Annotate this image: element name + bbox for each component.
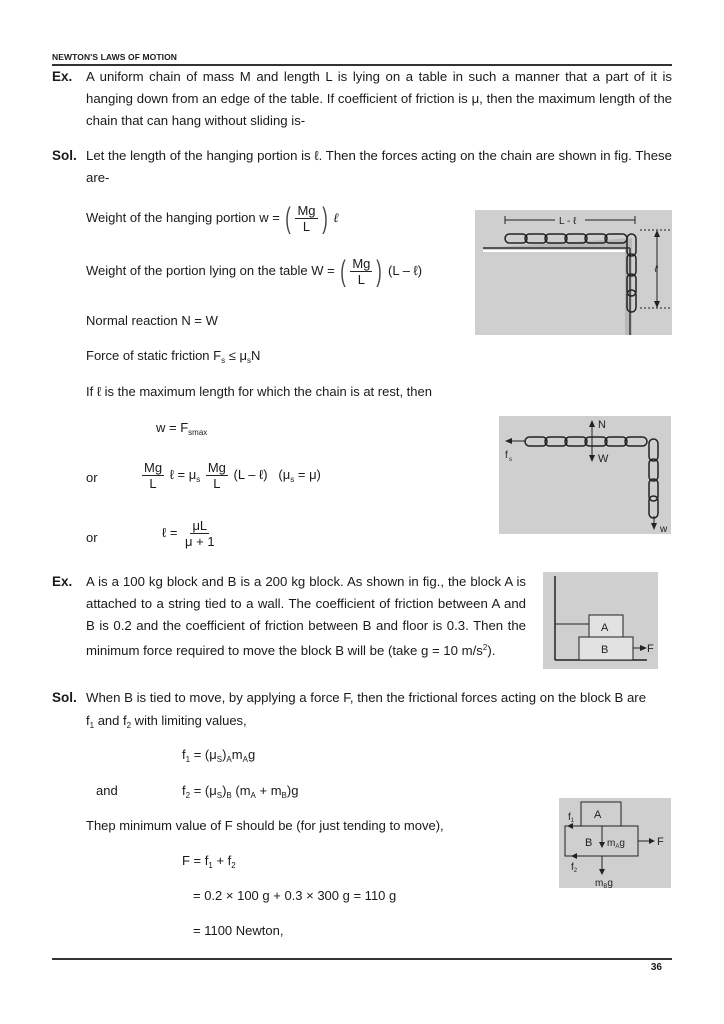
text: f bbox=[86, 713, 90, 728]
text: ℓ = bbox=[162, 524, 178, 540]
equation-balance bbox=[140, 460, 321, 491]
calculation-line-1: = 0.2 × 100 g + 0.3 × 300 g = 110 g bbox=[193, 888, 397, 903]
text: = μ) bbox=[294, 466, 321, 482]
svg-text:B: B bbox=[601, 644, 609, 656]
text: w = F bbox=[156, 420, 189, 435]
or-label-1: or bbox=[86, 470, 98, 485]
svg-text:W: W bbox=[598, 453, 609, 465]
solution-label: Sol. bbox=[52, 148, 77, 163]
text: with limiting values, bbox=[131, 713, 247, 728]
fraction-denominator: L bbox=[357, 272, 365, 287]
example-label: Ex. bbox=[52, 69, 73, 84]
equation-F-sum: $F = f_1 + f_2$ bbox=[182, 853, 236, 870]
figure-blocks-wall bbox=[543, 572, 658, 669]
example-text: A uniform chain of mass M and length L is lying on a table in such a manner that a part of it is hanging down from an edge of the table. If coefficient of friction is μ, then the maximum length of the chain that can hang without sliding is- bbox=[86, 69, 672, 128]
svg-text:f1: $f_1$ bbox=[568, 812, 575, 824]
subscript: smax bbox=[188, 428, 208, 437]
equation-w-fsmax bbox=[156, 420, 207, 437]
superscript: 2 bbox=[482, 643, 488, 652]
svg-text:mAg: $m_Ag$ bbox=[607, 838, 625, 850]
equation-weight-table bbox=[86, 256, 422, 287]
blocks-wall-diagram bbox=[543, 572, 658, 669]
svg-text:F: F bbox=[647, 643, 654, 655]
equation-result bbox=[162, 518, 219, 549]
equation-weight-hanging bbox=[86, 203, 339, 234]
fraction-group: ( $\frac{Mg}{L}$ ) bbox=[285, 201, 328, 235]
text: A is a 100 kg block and B is a 200 kg block. As shown in fig., the block A is attached to a string tied to a wall. The coefficient of friction between A and B is 0.2 and the coefficient of friction between B and floor is 0.3. Then the minimum force required to move the block B will be (take g = 10 m/s bbox=[86, 574, 526, 658]
example-label: Ex. bbox=[52, 574, 73, 589]
svg-text:w: w bbox=[660, 524, 668, 534]
solution-label: Sol. bbox=[52, 690, 77, 705]
svg-text:ℓ: ℓ bbox=[654, 264, 659, 275]
fraction-numerator: μL bbox=[192, 518, 208, 533]
subscript: s bbox=[196, 474, 201, 484]
figure-block-forces bbox=[559, 798, 671, 888]
subscript: 2 bbox=[126, 721, 132, 730]
chain-table-diagram bbox=[475, 210, 672, 335]
subscript: s bbox=[246, 356, 251, 365]
subscript: s bbox=[290, 474, 295, 484]
svg-text:mBg: $m_Bg$ bbox=[595, 878, 613, 888]
text: and f bbox=[94, 713, 127, 728]
min-force-text: Thep minimum value of F should be (for just tending to move), bbox=[86, 818, 444, 833]
subscript: 1 bbox=[89, 721, 95, 730]
svg-text:A: A bbox=[594, 809, 602, 821]
fraction-numerator: Mg bbox=[352, 256, 371, 271]
equation-f2: $f_2 = (\mu_S)_B$ $(m_A + m_B)g$ bbox=[182, 783, 299, 800]
equation-f1: $f_1 = (\mu_S)_Am_Ag$ bbox=[182, 747, 256, 764]
calculation-line-2: = 1100 Newton, bbox=[193, 923, 284, 938]
page-number: 36 bbox=[650, 962, 662, 973]
equation-label: Weight of the hanging portion w = bbox=[86, 209, 280, 225]
or-label-2: or bbox=[86, 530, 98, 545]
svg-text:f2: $f_2$ bbox=[571, 862, 578, 874]
chapter-header: NEWTON'S LAWS OF MOTION bbox=[52, 52, 178, 62]
svg-text:L - ℓ: L - ℓ bbox=[559, 216, 577, 227]
text: ℓ = μ bbox=[169, 466, 197, 482]
block-forces-diagram bbox=[559, 798, 671, 888]
ell-symbol: ℓ bbox=[333, 209, 339, 225]
max-length-line: If ℓ is the maximum length for which the chain is at rest, then bbox=[86, 384, 432, 399]
svg-text:N: N bbox=[598, 419, 606, 431]
fraction-numerator: Mg bbox=[207, 460, 226, 475]
fraction-group: ( $\frac{Mg}{L}$ ) bbox=[340, 254, 383, 288]
fraction-numerator: Mg bbox=[297, 203, 316, 218]
solution-text: When B is tied to move, by applying a force F, then the frictional forces acting on the block B are bbox=[86, 690, 647, 705]
fraction-denominator: L bbox=[213, 476, 221, 491]
fraction-numerator: Mg bbox=[144, 460, 163, 475]
l-minus-ell: (L – ℓ) bbox=[388, 262, 423, 278]
footer-rule bbox=[52, 958, 672, 960]
text: ≤ μ bbox=[225, 348, 247, 363]
text: ). bbox=[487, 643, 496, 658]
text: N bbox=[250, 348, 261, 363]
chain-forces-diagram bbox=[499, 416, 671, 534]
and-label: and bbox=[96, 783, 118, 798]
example-text bbox=[86, 571, 526, 662]
equation-label: Weight of the portion lying on the table W = bbox=[86, 262, 335, 278]
svg-text:F: F bbox=[657, 836, 664, 848]
svg-text:A: A bbox=[601, 622, 609, 634]
text: Force of static friction F bbox=[86, 348, 222, 363]
figure-chain-on-table bbox=[475, 210, 672, 335]
solution-text-line2 bbox=[86, 713, 247, 730]
svg-text:s: s bbox=[509, 457, 512, 463]
text: (μ bbox=[278, 466, 291, 482]
text: (L – ℓ) bbox=[233, 466, 268, 482]
fraction-denominator: L bbox=[302, 219, 311, 234]
fraction-denominator: L bbox=[149, 476, 157, 491]
fraction-denominator: μ + 1 bbox=[185, 534, 215, 549]
figure-chain-forces bbox=[499, 416, 671, 534]
static-friction-line bbox=[86, 348, 260, 365]
subscript: s bbox=[221, 356, 226, 365]
svg-text:f: f bbox=[505, 450, 508, 461]
normal-reaction-line: Normal reaction N = W bbox=[86, 313, 218, 328]
solution-intro: Let the length of the hanging portion is ℓ. Then the forces acting on the chain are shown in fig. These are- bbox=[86, 148, 672, 185]
svg-text:B: B bbox=[585, 837, 593, 849]
